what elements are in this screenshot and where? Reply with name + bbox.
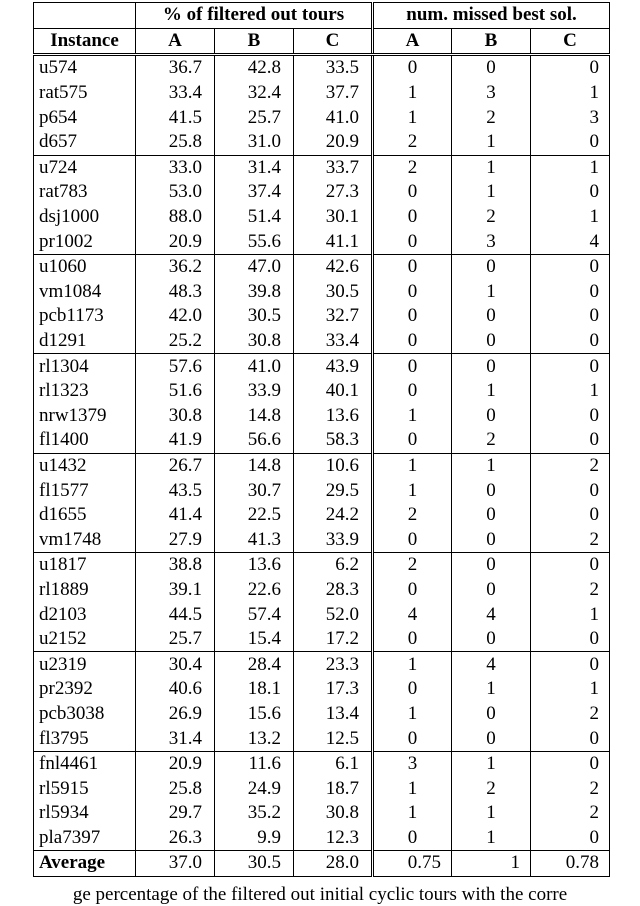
miss-b-cell: 0	[452, 702, 531, 727]
instance-cell: rat783	[34, 180, 136, 205]
miss-a-cell: 1	[373, 105, 452, 130]
miss-a-cell: 0	[373, 55, 452, 81]
pct-c-cell: 41.0	[294, 105, 373, 130]
miss-b-cell: 1	[452, 180, 531, 205]
miss-c-cell: 0	[531, 627, 610, 652]
miss-b-cell: 4	[452, 652, 531, 677]
table-row	[34, 478, 610, 503]
miss-c-cell: 1	[531, 205, 610, 230]
pct-a-cell: 25.7	[136, 627, 215, 652]
miss-b-cell: 1	[452, 677, 531, 702]
pct-c-cell: 33.7	[294, 155, 373, 180]
results-table	[33, 2, 610, 877]
pct-a-cell: 20.9	[136, 229, 215, 254]
pct-b-cell: 37.4	[215, 180, 294, 205]
instance-cell: rl1323	[34, 379, 136, 404]
instance-cell: pr1002	[34, 229, 136, 254]
miss-b-header: B	[452, 28, 531, 55]
pct-a-cell: 25.8	[136, 776, 215, 801]
miss-a-cell: 1	[373, 652, 452, 677]
miss-a-cell: 1	[373, 404, 452, 429]
miss-c-cell: 3	[531, 105, 610, 130]
pct-b-cell: 31.4	[215, 155, 294, 180]
miss-b-cell: 2	[452, 428, 531, 453]
miss-b-cell: 0	[452, 304, 531, 329]
instance-cell: fl3795	[34, 726, 136, 751]
pct-c-cell: 13.6	[294, 404, 373, 429]
average-row	[34, 851, 610, 877]
miss-a-cell: 0	[373, 180, 452, 205]
miss-a-cell: 1	[373, 702, 452, 727]
miss-c-cell: 0	[531, 304, 610, 329]
pct-b-cell: 31.0	[215, 130, 294, 155]
average-label: Average	[34, 851, 136, 877]
pct-a-cell: 41.5	[136, 105, 215, 130]
miss-b-cell: 0	[452, 527, 531, 552]
pct-a-cell: 48.3	[136, 280, 215, 305]
miss-c-cell: 4	[531, 229, 610, 254]
pct-a-cell: 26.9	[136, 702, 215, 727]
miss-a-cell: 1	[373, 478, 452, 503]
pct-c-cell: 13.4	[294, 702, 373, 727]
table-row	[34, 702, 610, 727]
miss-b-cell: 0	[452, 578, 531, 603]
group-header-row	[34, 3, 610, 29]
miss-a-cell: 0	[373, 578, 452, 603]
table-row	[34, 453, 610, 478]
pct-a-cell: 44.5	[136, 602, 215, 627]
pct-b-cell: 56.6	[215, 428, 294, 453]
instance-cell: rl1889	[34, 578, 136, 603]
instance-cell: dsj1000	[34, 205, 136, 230]
table-row	[34, 578, 610, 603]
pct-a-cell: 26.3	[136, 826, 215, 851]
pct-b-cell: 22.6	[215, 578, 294, 603]
pct-b-cell: 41.3	[215, 527, 294, 552]
instance-cell: rl5934	[34, 801, 136, 826]
pct-b-cell: 11.6	[215, 751, 294, 776]
miss-c-cell: 1	[531, 81, 610, 106]
miss-b-cell: 0	[452, 254, 531, 279]
miss-a-cell: 4	[373, 602, 452, 627]
pct-a-cell: 57.6	[136, 354, 215, 379]
table-row	[34, 379, 610, 404]
pct-a-cell: 41.9	[136, 428, 215, 453]
table-row	[34, 130, 610, 155]
pct-c-cell: 43.9	[294, 354, 373, 379]
miss-a-cell: 0	[373, 826, 452, 851]
pct-c-cell: 37.7	[294, 81, 373, 106]
instance-cell: u1432	[34, 453, 136, 478]
miss-b-cell: 1	[452, 751, 531, 776]
miss-c-cell: 0	[531, 478, 610, 503]
instance-cell: u724	[34, 155, 136, 180]
miss-b-cell: 1	[452, 130, 531, 155]
miss-b-cell: 1	[452, 280, 531, 305]
pct-a-cell: 33.4	[136, 81, 215, 106]
miss-a-cell: 0	[373, 527, 452, 552]
pct-b-cell: 55.6	[215, 229, 294, 254]
instance-cell: pcb1173	[34, 304, 136, 329]
average-pct-a: 37.0	[136, 851, 215, 877]
pct-a-cell: 26.7	[136, 453, 215, 478]
instance-cell: u1060	[34, 254, 136, 279]
pct-c-cell: 42.6	[294, 254, 373, 279]
pct-c-cell: 33.9	[294, 527, 373, 552]
table-body	[34, 55, 610, 851]
miss-b-cell: 3	[452, 81, 531, 106]
pct-b-cell: 41.0	[215, 354, 294, 379]
pct-c-cell: 30.5	[294, 280, 373, 305]
miss-c-cell: 0	[531, 751, 610, 776]
miss-a-cell: 1	[373, 453, 452, 478]
miss-a-cell: 0	[373, 205, 452, 230]
instance-cell: fl1400	[34, 428, 136, 453]
miss-b-cell: 1	[452, 379, 531, 404]
miss-b-cell: 1	[452, 826, 531, 851]
miss-b-cell: 0	[452, 329, 531, 354]
instance-cell: d1291	[34, 329, 136, 354]
pct-b-cell: 47.0	[215, 254, 294, 279]
pct-b-cell: 51.4	[215, 205, 294, 230]
instance-cell: pla7397	[34, 826, 136, 851]
pct-a-cell: 31.4	[136, 726, 215, 751]
miss-c-cell: 0	[531, 180, 610, 205]
pct-b-cell: 33.9	[215, 379, 294, 404]
pct-b-cell: 13.2	[215, 726, 294, 751]
miss-a-cell: 0	[373, 280, 452, 305]
pct-b-cell: 28.4	[215, 652, 294, 677]
instance-cell: pcb3038	[34, 702, 136, 727]
pct-a-cell: 20.9	[136, 751, 215, 776]
instance-cell: u2152	[34, 627, 136, 652]
miss-b-cell: 0	[452, 478, 531, 503]
pct-a-cell: 36.2	[136, 254, 215, 279]
table-row	[34, 527, 610, 552]
instance-cell: rat575	[34, 81, 136, 106]
pct-b-cell: 35.2	[215, 801, 294, 826]
miss-c-cell: 0	[531, 428, 610, 453]
pct-c-cell: 17.2	[294, 627, 373, 652]
instance-cell: u1817	[34, 553, 136, 578]
instance-header: Instance	[34, 28, 136, 55]
miss-b-cell: 2	[452, 105, 531, 130]
miss-c-cell: 0	[531, 329, 610, 354]
miss-c-cell: 0	[531, 130, 610, 155]
miss-a-cell: 0	[373, 428, 452, 453]
pct-b-cell: 14.8	[215, 404, 294, 429]
pct-a-cell: 30.4	[136, 652, 215, 677]
miss-c-cell: 0	[531, 503, 610, 528]
table-row	[34, 627, 610, 652]
table-row	[34, 155, 610, 180]
miss-c-cell: 1	[531, 155, 610, 180]
pct-b-cell: 30.5	[215, 304, 294, 329]
miss-c-cell: 2	[531, 578, 610, 603]
table-row	[34, 428, 610, 453]
miss-c-cell: 0	[531, 254, 610, 279]
pct-b-cell: 13.6	[215, 553, 294, 578]
pct-a-cell: 36.7	[136, 55, 215, 81]
average-miss-b: 1	[452, 851, 531, 877]
miss-a-cell: 2	[373, 130, 452, 155]
pct-b-cell: 39.8	[215, 280, 294, 305]
miss-a-cell: 0	[373, 677, 452, 702]
pct-b-cell: 42.8	[215, 55, 294, 81]
pct-b-cell: 14.8	[215, 453, 294, 478]
miss-c-cell: 2	[531, 453, 610, 478]
pct-c-cell: 32.7	[294, 304, 373, 329]
pct-c-cell: 30.1	[294, 205, 373, 230]
miss-c-cell: 0	[531, 652, 610, 677]
pct-a-cell: 53.0	[136, 180, 215, 205]
pct-c-cell: 33.4	[294, 329, 373, 354]
miss-a-cell: 0	[373, 254, 452, 279]
table-row	[34, 751, 610, 776]
instance-cell: d2103	[34, 602, 136, 627]
pct-a-cell: 42.0	[136, 304, 215, 329]
miss-c-header: C	[531, 28, 610, 55]
miss-b-cell: 0	[452, 503, 531, 528]
miss-b-cell: 1	[452, 801, 531, 826]
pct-a-cell: 30.8	[136, 404, 215, 429]
pct-c-cell: 27.3	[294, 180, 373, 205]
table-row	[34, 404, 610, 429]
instance-cell: vm1084	[34, 280, 136, 305]
miss-a-cell: 0	[373, 354, 452, 379]
miss-a-cell: 1	[373, 81, 452, 106]
pct-b-cell: 15.6	[215, 702, 294, 727]
table-row	[34, 354, 610, 379]
pct-c-cell: 28.3	[294, 578, 373, 603]
table-caption: ge percentage of the filtered out initial cyclic tours with the corre	[72, 884, 568, 905]
miss-b-cell: 0	[452, 726, 531, 751]
table-row	[34, 801, 610, 826]
pct-a-cell: 40.6	[136, 677, 215, 702]
pct-c-cell: 33.5	[294, 55, 373, 81]
miss-b-cell: 0	[452, 55, 531, 81]
pct-a-header: A	[136, 28, 215, 55]
instance-cell: u2319	[34, 652, 136, 677]
pct-c-cell: 41.1	[294, 229, 373, 254]
pct-b-cell: 22.5	[215, 503, 294, 528]
miss-c-cell: 1	[531, 379, 610, 404]
miss-c-cell: 2	[531, 776, 610, 801]
instance-cell: pr2392	[34, 677, 136, 702]
miss-b-cell: 1	[452, 155, 531, 180]
miss-c-cell: 2	[531, 702, 610, 727]
instance-cell: rl1304	[34, 354, 136, 379]
pct-c-cell: 20.9	[294, 130, 373, 155]
pct-b-cell: 30.8	[215, 329, 294, 354]
instance-cell: d1655	[34, 503, 136, 528]
instance-cell: fnl4461	[34, 751, 136, 776]
miss-c-cell: 0	[531, 726, 610, 751]
miss-a-cell: 0	[373, 379, 452, 404]
table-row	[34, 652, 610, 677]
pct-c-cell: 40.1	[294, 379, 373, 404]
table-row	[34, 304, 610, 329]
average-pct-b: 30.5	[215, 851, 294, 877]
pct-c-cell: 52.0	[294, 602, 373, 627]
miss-a-cell: 2	[373, 155, 452, 180]
pct-b-cell: 30.7	[215, 478, 294, 503]
table-row	[34, 180, 610, 205]
table-row	[34, 677, 610, 702]
table-row	[34, 826, 610, 851]
pct-b-cell: 32.4	[215, 81, 294, 106]
table-row	[34, 503, 610, 528]
table-row	[34, 553, 610, 578]
pct-b-cell: 57.4	[215, 602, 294, 627]
miss-c-cell: 2	[531, 527, 610, 552]
miss-b-cell: 3	[452, 229, 531, 254]
pct-a-cell: 27.9	[136, 527, 215, 552]
miss-a-cell: 0	[373, 627, 452, 652]
table-row	[34, 254, 610, 279]
pct-c-cell: 18.7	[294, 776, 373, 801]
miss-a-cell: 1	[373, 801, 452, 826]
pct-c-cell: 10.6	[294, 453, 373, 478]
miss-a-header: A	[373, 28, 452, 55]
pct-c-cell: 24.2	[294, 503, 373, 528]
miss-c-cell: 0	[531, 354, 610, 379]
miss-b-cell: 0	[452, 404, 531, 429]
instance-cell: p654	[34, 105, 136, 130]
table-row	[34, 81, 610, 106]
pct-a-cell: 51.6	[136, 379, 215, 404]
average-miss-a: 0.75	[373, 851, 452, 877]
miss-a-cell: 0	[373, 229, 452, 254]
instance-cell: d657	[34, 130, 136, 155]
miss-c-cell: 0	[531, 55, 610, 81]
table-row	[34, 776, 610, 801]
miss-b-cell: 0	[452, 627, 531, 652]
miss-a-cell: 0	[373, 726, 452, 751]
pct-a-cell: 88.0	[136, 205, 215, 230]
pct-c-cell: 6.2	[294, 553, 373, 578]
miss-b-cell: 4	[452, 602, 531, 627]
miss-a-cell: 0	[373, 329, 452, 354]
average-miss-c: 0.78	[531, 851, 610, 877]
pct-b-cell: 15.4	[215, 627, 294, 652]
miss-c-cell: 0	[531, 404, 610, 429]
instance-cell: nrw1379	[34, 404, 136, 429]
miss-c-cell: 2	[531, 801, 610, 826]
pct-a-cell: 33.0	[136, 155, 215, 180]
table-row	[34, 329, 610, 354]
miss-c-cell: 0	[531, 280, 610, 305]
pct-c-cell: 17.3	[294, 677, 373, 702]
pct-c-cell: 12.5	[294, 726, 373, 751]
pct-c-cell: 6.1	[294, 751, 373, 776]
pct-b-cell: 24.9	[215, 776, 294, 801]
table-row	[34, 55, 610, 81]
table-row	[34, 205, 610, 230]
pct-c-cell: 58.3	[294, 428, 373, 453]
pct-b-header: B	[215, 28, 294, 55]
pct-a-cell: 25.8	[136, 130, 215, 155]
miss-b-cell: 2	[452, 205, 531, 230]
table-row	[34, 726, 610, 751]
miss-c-cell: 0	[531, 826, 610, 851]
pct-b-cell: 18.1	[215, 677, 294, 702]
miss-c-cell: 1	[531, 677, 610, 702]
pct-a-cell: 38.8	[136, 553, 215, 578]
miss-a-cell: 0	[373, 304, 452, 329]
instance-cell: u574	[34, 55, 136, 81]
pct-c-cell: 12.3	[294, 826, 373, 851]
pct-b-cell: 25.7	[215, 105, 294, 130]
miss-b-cell: 1	[452, 453, 531, 478]
empty-header-cell	[34, 3, 136, 29]
pct-a-cell: 25.2	[136, 329, 215, 354]
pct-a-cell: 29.7	[136, 801, 215, 826]
miss-a-cell: 2	[373, 503, 452, 528]
percent-group-header: % of filtered out tours	[136, 3, 373, 29]
pct-a-cell: 43.5	[136, 478, 215, 503]
table-row	[34, 105, 610, 130]
missed-group-header: num. missed best sol.	[373, 3, 610, 29]
miss-b-cell: 0	[452, 553, 531, 578]
pct-c-cell: 30.8	[294, 801, 373, 826]
miss-b-cell: 2	[452, 776, 531, 801]
average-pct-c: 28.0	[294, 851, 373, 877]
pct-b-cell: 9.9	[215, 826, 294, 851]
pct-a-cell: 39.1	[136, 578, 215, 603]
miss-a-cell: 1	[373, 776, 452, 801]
table-row	[34, 229, 610, 254]
miss-c-cell: 0	[531, 553, 610, 578]
table-row	[34, 280, 610, 305]
miss-a-cell: 2	[373, 553, 452, 578]
miss-b-cell: 0	[452, 354, 531, 379]
pct-c-cell: 29.5	[294, 478, 373, 503]
miss-c-cell: 1	[531, 602, 610, 627]
table-row	[34, 602, 610, 627]
instance-cell: rl5915	[34, 776, 136, 801]
instance-cell: fl1577	[34, 478, 136, 503]
miss-a-cell: 3	[373, 751, 452, 776]
pct-c-header: C	[294, 28, 373, 55]
column-header-row	[34, 28, 610, 55]
instance-cell: vm1748	[34, 527, 136, 552]
pct-c-cell: 23.3	[294, 652, 373, 677]
pct-a-cell: 41.4	[136, 503, 215, 528]
